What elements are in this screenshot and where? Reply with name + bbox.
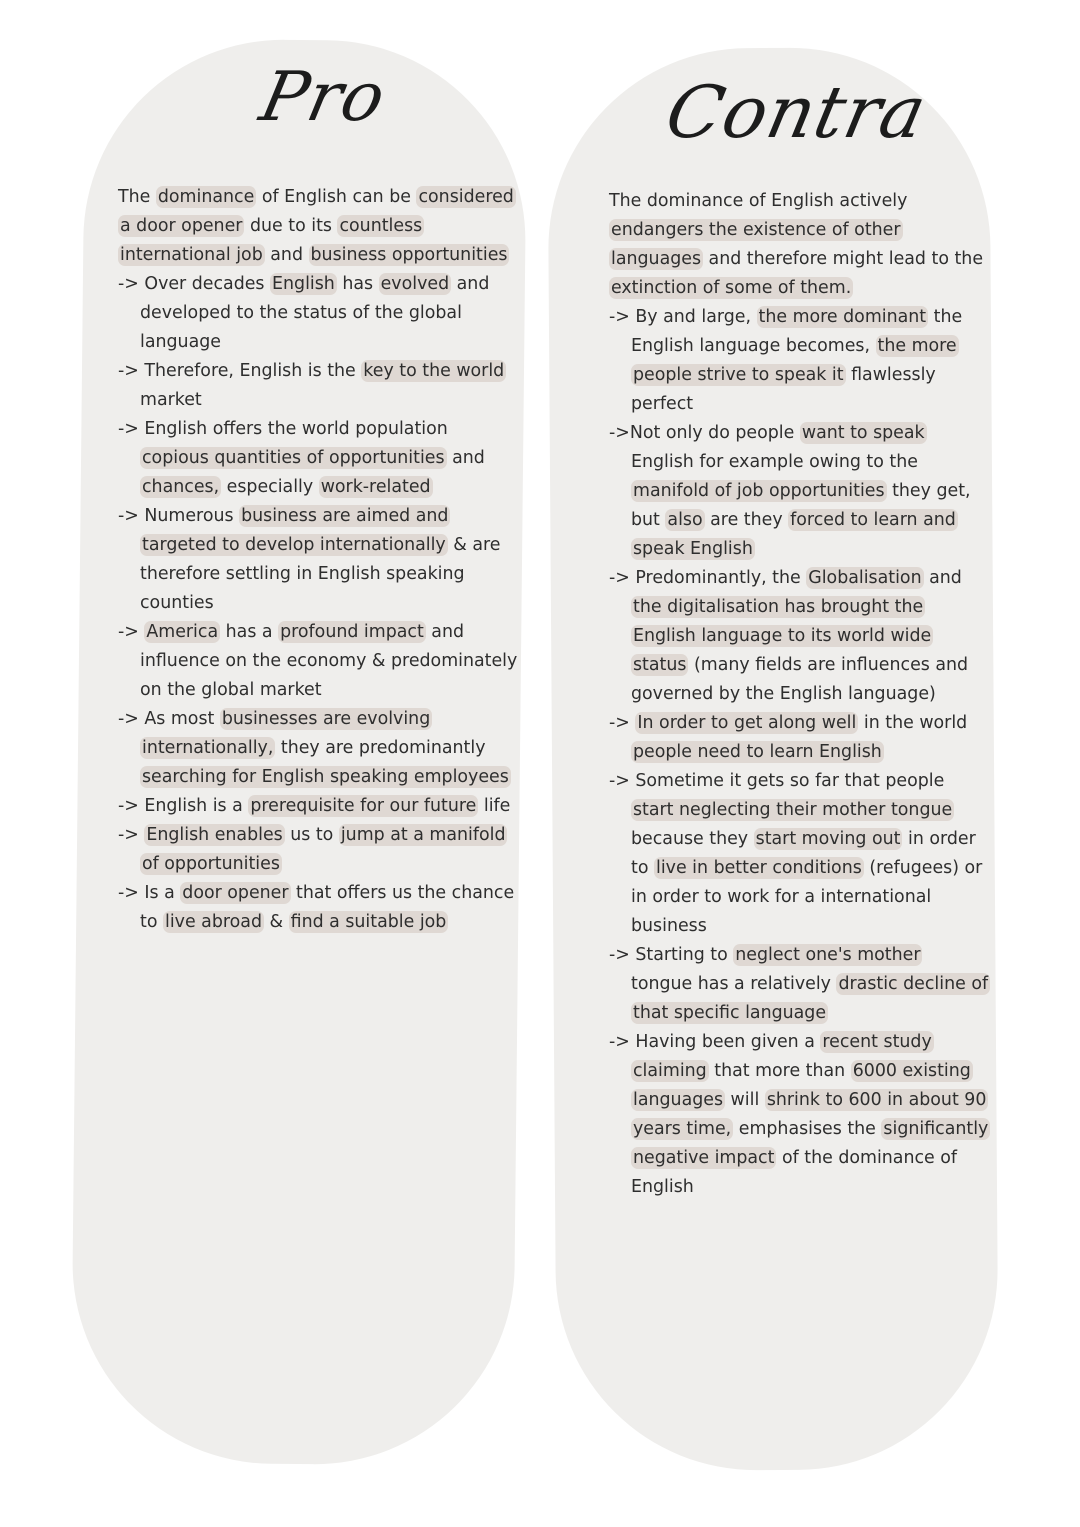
text-segment: -> Numerous (118, 506, 240, 526)
highlighted-phrase: dominance (157, 187, 255, 207)
highlighted-phrase: neglect one's mother (735, 945, 921, 965)
highlighted-phrase: Globalisation (808, 568, 922, 588)
text-segment: of English can be (256, 187, 417, 207)
text-segment: has (336, 274, 379, 294)
text-segment: that offers us the chance to (140, 883, 515, 932)
text-segment: -> English offers the world population (118, 419, 448, 439)
text-segment: -> (609, 713, 636, 733)
text-segment: -> Predominantly, the (609, 568, 807, 588)
text-segment: in order to (631, 829, 976, 878)
bullet-point (118, 415, 518, 502)
highlighted-phrase: key to the world (363, 361, 505, 381)
highlighted-phrase: extinction of some of them. (611, 278, 852, 298)
highlighted-phrase: the digitalisation has brought the English language to its world wide status (633, 597, 932, 675)
text-segment: and (923, 568, 962, 588)
text-segment: of the dominance of English (631, 1148, 958, 1197)
highlighted-phrase: work-related (320, 477, 431, 497)
bullet-point (118, 618, 518, 705)
bullet-point (609, 1028, 989, 1202)
bullet-point (118, 821, 518, 879)
bullet-point (118, 357, 518, 415)
pro-intro (118, 183, 518, 270)
highlighted-phrase: profound impact (280, 622, 424, 642)
text-segment: English for example owing to the (631, 452, 918, 472)
text-segment: -> (118, 825, 145, 845)
highlighted-phrase: 6000 existing languages (633, 1061, 971, 1110)
text-segment: due to its (244, 216, 338, 236)
highlighted-phrase: business opportunities (310, 245, 508, 265)
text-segment: and (264, 245, 309, 265)
highlighted-phrase: significantly negative impact (633, 1119, 989, 1168)
pro-points (118, 270, 518, 937)
highlighted-phrase: live abroad (165, 912, 262, 932)
highlighted-phrase: door opener (182, 883, 289, 903)
bullet-point (609, 303, 989, 419)
text-segment: especially (221, 477, 319, 497)
highlighted-phrase: jump at a manifold of opportunities (142, 825, 506, 874)
highlighted-phrase: chances, (142, 477, 220, 497)
bullet-point (118, 705, 518, 792)
contra-title: Contra (659, 70, 935, 154)
text-segment: -> Is a (118, 883, 181, 903)
bullet-point (118, 792, 518, 821)
highlighted-phrase: considered a door opener (120, 187, 514, 236)
highlighted-phrase: America (146, 622, 219, 642)
highlighted-phrase: evolved (380, 274, 450, 294)
highlighted-phrase: the more people strive to speak it (633, 336, 957, 385)
bullet-point (609, 709, 989, 767)
bullet-point (118, 502, 518, 618)
text-segment: -> Starting to (609, 945, 734, 965)
highlighted-phrase: English enables (146, 825, 283, 845)
highlighted-phrase: want to speak (801, 423, 925, 443)
highlighted-phrase: drastic decline of that specific language (633, 974, 989, 1023)
text-segment: -> By and large, (609, 307, 757, 327)
text-segment: that more than (708, 1061, 851, 1081)
text-segment: -> English is a (118, 796, 249, 816)
text-segment: and developed to the status of the global language (140, 274, 490, 352)
highlighted-phrase: the more dominant (758, 307, 927, 327)
highlighted-phrase: searching for English speaking employees (142, 767, 509, 787)
bullet-point (118, 879, 518, 937)
text-segment: (many fields are influences and governed by the English language) (631, 655, 969, 704)
bullet-point (609, 419, 989, 564)
pro-text (118, 183, 518, 937)
highlighted-phrase: In order to get along well (637, 713, 857, 733)
highlighted-phrase: countless international job (120, 216, 423, 265)
highlighted-phrase: endangers the existence of other languages (611, 220, 901, 269)
text-segment: -> As most (118, 709, 220, 729)
highlighted-phrase: business are aimed and targeted to develop internationally (142, 506, 449, 555)
text-segment: the English language becomes, (631, 307, 963, 356)
bullet-point (609, 564, 989, 709)
text-segment: The (118, 187, 156, 207)
text-segment: and therefore might lead to the (703, 249, 984, 269)
highlighted-phrase: recent study claiming (633, 1032, 932, 1081)
text-segment: & (263, 912, 289, 932)
text-segment: ->Not only do people (609, 423, 800, 443)
highlighted-phrase: find a suitable job (290, 912, 447, 932)
text-segment: -> Having been given a (609, 1032, 821, 1052)
highlighted-phrase: shrink to 600 in about 90 years time, (633, 1090, 987, 1139)
text-segment: tongue has a relatively (631, 974, 837, 994)
text-segment: & are therefore settling in English speaking counties (140, 535, 501, 613)
text-segment: -> Over decades (118, 274, 271, 294)
contra-intro (609, 187, 989, 303)
text-segment: (refugees) or in order to work for a international business (631, 858, 983, 936)
contra-points (609, 303, 989, 1202)
highlighted-phrase: prerequisite for our future (250, 796, 477, 816)
text-segment: flawlessly perfect (631, 365, 936, 414)
text-segment: they get, but (631, 481, 971, 530)
highlighted-phrase: businesses are evolving internationally, (142, 709, 431, 758)
text-segment: has a (220, 622, 279, 642)
text-segment: -> Therefore, English is the (118, 361, 362, 381)
highlighted-phrase: English (272, 274, 335, 294)
text-segment: emphasises the (733, 1119, 882, 1139)
highlighted-phrase: start moving out (755, 829, 901, 849)
text-segment: and influence on the economy & predominately on the global market (140, 622, 518, 700)
highlighted-phrase: people need to learn English (633, 742, 882, 762)
text-segment: and (446, 448, 485, 468)
text-segment: they are predominantly (275, 738, 486, 758)
text-segment: -> (118, 622, 145, 642)
text-segment: us to (284, 825, 339, 845)
text-segment: The dominance of English actively (609, 191, 908, 211)
text-segment: in the world (858, 713, 968, 733)
highlighted-phrase: manifold of job opportunities (633, 481, 885, 501)
highlighted-phrase: also (667, 510, 703, 530)
bullet-point (609, 941, 989, 1028)
bullet-point (118, 270, 518, 357)
contra-text (609, 187, 989, 1202)
text-segment: are they (704, 510, 789, 530)
pro-title: Pro (253, 58, 393, 137)
bullet-point (609, 767, 989, 941)
text-segment: life (478, 796, 511, 816)
text-segment: because they (631, 829, 754, 849)
highlighted-phrase: start neglecting their mother tongue (633, 800, 953, 820)
text-segment: -> Sometime it gets so far that people (609, 771, 945, 791)
highlighted-phrase: copious quantities of opportunities (142, 448, 445, 468)
text-segment: will (725, 1090, 765, 1110)
highlighted-phrase: forced to learn and speak English (633, 510, 956, 559)
highlighted-phrase: live in better conditions (656, 858, 862, 878)
text-segment: market (140, 390, 202, 410)
